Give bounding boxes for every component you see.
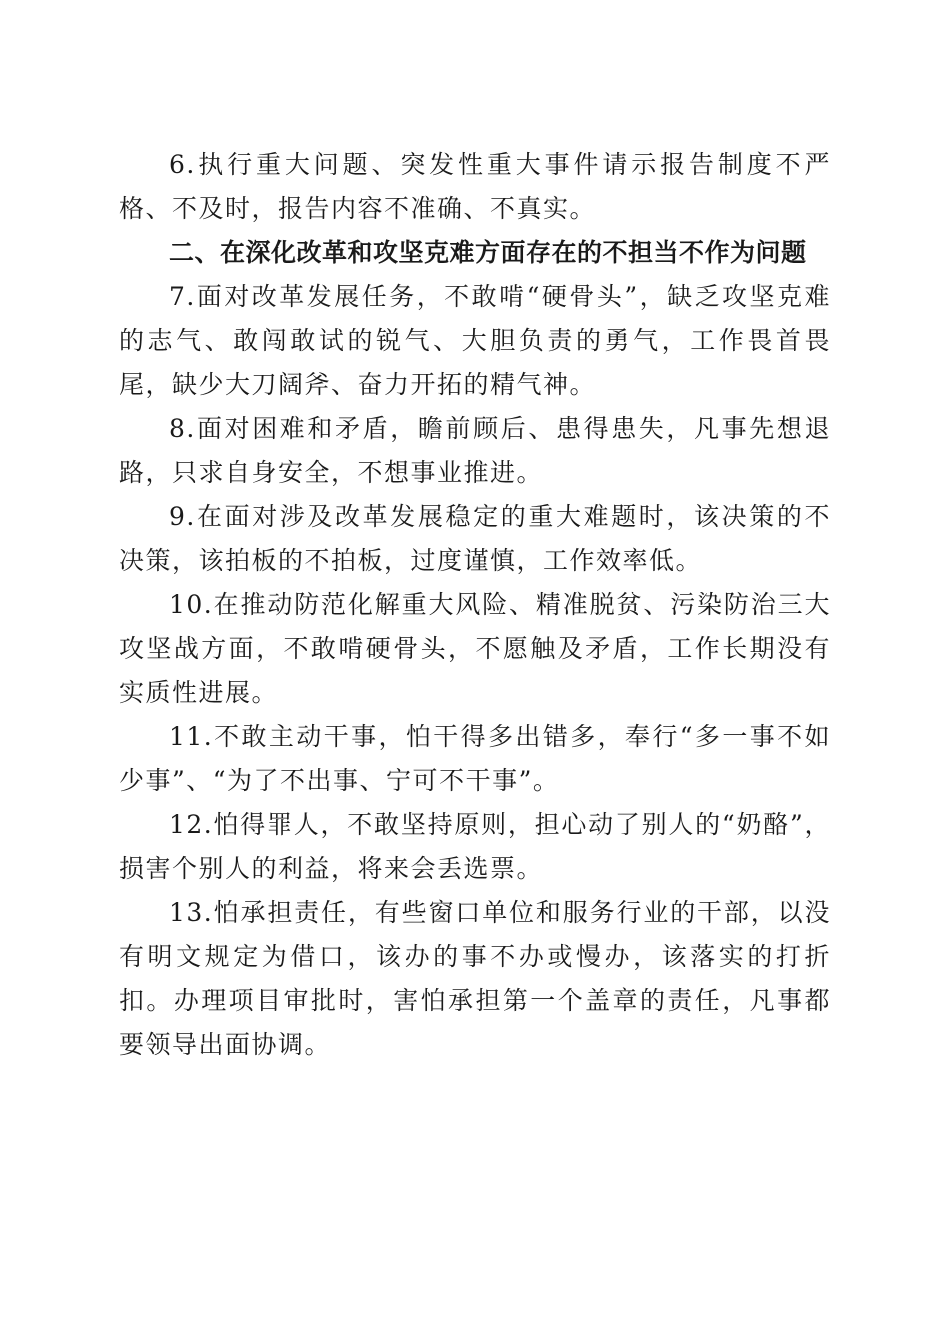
document-body — [119, 143, 831, 1067]
paragraph-6: 6.执行重大问题、突发性重大事件请示报告制度不严格、不及时，报告内容不准确、不真实。 — [119, 150, 831, 223]
paragraph-11: 11.不敢主动干事，怕干得多出错多，奉行“多一事不如少事”、“为了不出事、宁可不干事”。 — [119, 722, 831, 795]
paragraph-10: 10.在推动防范化解重大风险、精准脱贫、污染防治三大攻坚战方面，不敢啃硬骨头，不愿触及矛盾，工作长期没有实质性进展。 — [119, 590, 831, 707]
paragraph-13: 13.怕承担责任，有些窗口单位和服务行业的干部，以没有明文规定为借口，该办的事不办或慢办，该落实的打折扣。办理项目审批时，害怕承担第一个盖章的责任，凡事都要领导出面协调。 — [119, 898, 831, 1059]
paragraph-7: 7.面对改革发展任务，不敢啃“硬骨头”，缺乏攻坚克难的志气、敢闯敢试的锐气、大胆负责的勇气，工作畏首畏尾，缺少大刀阔斧、奋力开拓的精气神。 — [119, 282, 831, 399]
paragraph-8: 8.面对困难和矛盾，瞻前顾后、患得患失，凡事先想退路，只求自身安全，不想事业推进。 — [119, 414, 831, 487]
section-heading-2: 二、在深化改革和攻坚克难方面存在的不担当不作为问题 — [169, 238, 807, 267]
paragraph-9: 9.在面对涉及改革发展稳定的重大难题时，该决策的不决策，该拍板的不拍板，过度谨慎，工作效率低。 — [119, 502, 831, 575]
paragraph-12: 12.怕得罪人，不敢坚持原则，担心动了别人的“奶酪”，损害个别人的利益，将来会丢选票。 — [119, 810, 831, 883]
